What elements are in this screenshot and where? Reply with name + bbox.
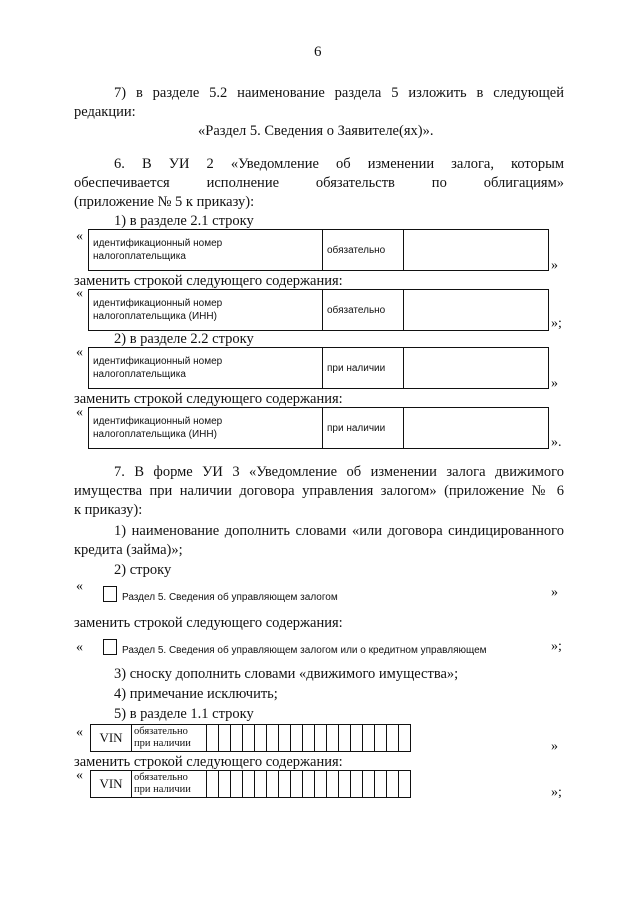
close-quote: » [551,258,558,273]
p7-line3: к приказу): [74,502,143,518]
subitem-1: 1) в разделе 2.1 строку [114,213,254,229]
field-name-cell: идентификационный номер налогоплательщика [89,348,323,389]
open-quote: « [76,725,83,740]
form-row-old-2-2 [88,347,549,389]
close-quote: » [551,739,558,754]
replace-text: заменить строкой следующего содержания: [74,615,343,631]
p7-s4: 4) примечание исключить; [114,686,278,702]
field-name-cell: идентификационный номер налогоплательщика [89,230,323,271]
close-quote: » [551,585,558,600]
open-quote: « [76,286,83,301]
section5-new-label: Раздел 5. Сведения об управляющем залогом или о кредитном управляющем [122,645,487,656]
p6-line1: 6. В УИ 2 «Уведомление об изменении залога, которым [114,156,564,172]
open-quote: « [76,768,83,783]
page-number: 6 [314,44,322,60]
replace-text: заменить строкой следующего содержания: [74,273,343,289]
open-quote: « [76,405,83,420]
checkbox-icon [103,586,117,602]
vin-requirement: обязательно при наличии [132,725,207,752]
p7-s1-line1: 1) наименование дополнить словами «или договора синдицированного [114,523,564,539]
open-quote: « [76,579,83,594]
item7-line2: редакции: [74,104,136,120]
value-cell [404,290,549,331]
value-cell [404,230,549,271]
value-cell [404,348,549,389]
field-name-cell: идентификационный номер налогоплательщика (ИНН) [89,290,323,331]
open-quote: « [76,229,83,244]
close-quote-semicolon: »; [551,316,562,331]
item7-quote: «Раздел 5. Сведения о Заявителе(ях)». [198,123,434,139]
open-quote: « [76,640,83,655]
vin-label: VIN [91,771,132,798]
p7-s3: 3) сноску дополнить словами «движимого имущества»; [114,666,459,682]
vin-row-old [90,724,411,752]
vin-requirement: обязательно при наличии [132,771,207,798]
form-row-new-2-2 [88,407,549,449]
p6-line2: обеспечивается исполнение обязательств по облигациям» [74,175,564,191]
requirement-cell: обязательно [323,290,404,331]
close-quote-semicolon: »; [551,639,562,654]
form-row-old-2-1 [88,229,549,271]
p6-line3: (приложение № 5 к приказу): [74,194,255,210]
checkbox-icon [103,639,117,655]
replace-text: заменить строкой следующего содержания: [74,754,343,770]
open-quote: « [76,345,83,360]
vin-row-new [90,770,411,798]
p7-line2: имущества при наличии договора управления залогом» (приложение № 6 [74,483,564,499]
vin-label: VIN [91,725,132,752]
form-row-new-2-1 [88,289,549,331]
requirement-cell: при наличии [323,348,404,389]
p7-line1: 7. В форме УИ 3 «Уведомление об изменении залога движимого [114,464,564,480]
p7-s2: 2) строку [114,562,172,578]
section5-old-label: Раздел 5. Сведения об управляющем залогом [122,592,338,603]
close-quote-period: ». [551,435,562,450]
value-cell [404,408,549,449]
close-quote-semicolon: »; [551,785,562,800]
field-name-cell: идентификационный номер налогоплательщика (ИНН) [89,408,323,449]
requirement-cell: обязательно [323,230,404,271]
p7-s1-line2: кредита (займа)»; [74,542,183,558]
requirement-cell: при наличии [323,408,404,449]
p7-s5: 5) в разделе 1.1 строку [114,706,254,722]
replace-text: заменить строкой следующего содержания: [74,391,343,407]
item7-line1: 7) в разделе 5.2 наименование раздела 5 изложить в следующей [114,85,564,101]
close-quote: » [551,376,558,391]
subitem-2: 2) в разделе 2.2 строку [114,331,254,347]
